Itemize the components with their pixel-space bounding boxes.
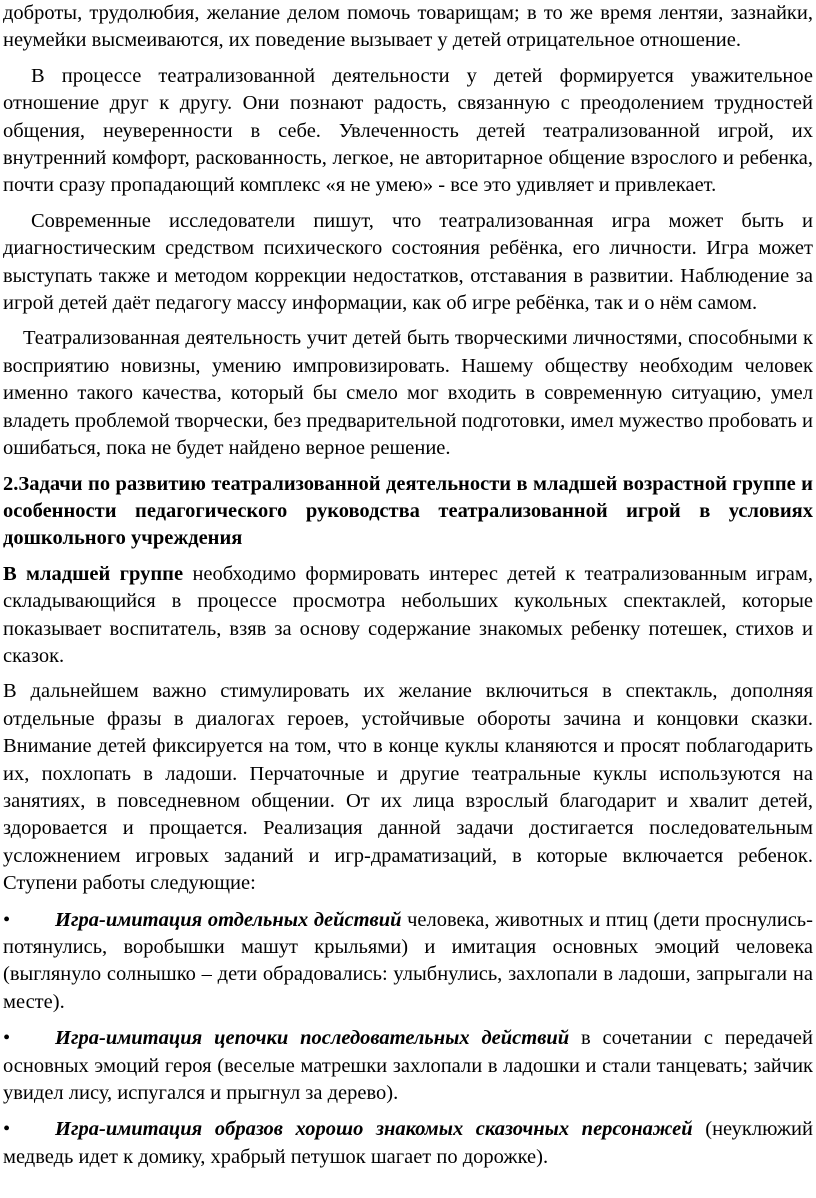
- bullet-lead: Игра-имитация образов хорошо знакомых сказочных персонажей: [55, 1118, 693, 1141]
- paragraph-continuation: доброты, трудолюбия, желание делом помочь товарищам; в то же время лентяи, зазнайки, неумейки высмеиваются, их поведение вызывает у детей отрицательное отношение.: [3, 2, 813, 52]
- bullet-item: [3, 1025, 813, 1107]
- bullet-item: [3, 1116, 813, 1171]
- bullet-lead: Игра-имитация отдельных действий: [55, 908, 402, 931]
- paragraph-respect: В процессе театрализованной деятельности у детей формируется уважительное отношение друг к другу. Они познают радость, связанную с преодолением трудностей общения, неуверенности в себе. Увлеченность детей театрализованной игрой, их внутренний комфорт, раскованность, легкое, не авторитарное общение взрослого и ребенка, почти сразу пропадающий комплекс «я не умею» - все это удивляет и привлекает.: [3, 64, 813, 197]
- bullet-marker: •: [3, 1118, 11, 1141]
- bullet-text: в сочетании с передачей основных эмоций героя (веселые матрешки захлопали в ладошки и стали танцевать; зайчик увидел лису, испугался и прыгнул за дерево).: [3, 1027, 813, 1105]
- paragraph-junior-group: [3, 561, 813, 671]
- paragraph-further: В дальнейшем важно стимулировать их желание включиться в спектакль, дополняя отдельные фразы в диалогах героев, устойчивые обороты зачина и концовки сказки. Внимание детей фиксируется на том, что в конце куклы кланяются и просят поблагодарить их, похлопать в ладоши. Перчаточные и другие театральные куклы используются на занятиях, в повседневном общении. От их лица взрослый благодарит и хвалит детей, здоровается и прощается. Реализация данной задачи достигается последовательным усложнением игровых заданий и игр-драматизаций, в которые включается ребенок. Ступени работы следующие:: [3, 680, 813, 895]
- bullet-marker: •: [3, 908, 11, 931]
- bullet-item: [3, 907, 813, 1017]
- bullet-text: (неуклюжий медведь идет к домику, храбрый петушок шагает по дорожке).: [3, 1118, 813, 1168]
- section-heading: 2.Задачи по развитию театрализованной деятельности в младшей возрастной группе и особенности педагогического руководства театрализованной игрой в условиях дошкольного учреждения: [3, 472, 813, 550]
- junior-group-text: необходимо формировать интерес детей к театрализованным играм, складывающийся в процессе просмотра небольших кукольных спектаклей, которые показывает воспитатель, взяв за основу содержание знакомых ребенку потешек, стихов и сказок.: [3, 562, 813, 667]
- paragraph-diagnostics: Современные исследователи пишут, что театрализованная игра может быть и диагностическим средством психического состояния ребёнка, его личности. Игра может выступать также и методом коррекции недостатков, отставания в развитии. Наблюдение за игрой детей даёт педагогу массу информации, как об игре ребёнка, так и о нём самом.: [3, 209, 813, 315]
- paragraph-creativity: Театрализованная деятельность учит детей быть творческими личностями, способными к восприятию новизны, умению импровизировать. Нашему обществу необходим человек именно такого качества, который бы смело мог входить в современную ситуацию, умел владеть проблемой творчески, без предварительной подготовки, имел мужество пробовать и ошибаться, пока не будет найдено верное решение.: [3, 327, 813, 460]
- junior-group-lead: В младшей группе: [3, 562, 184, 585]
- bullet-lead: Игра-имитация цепочки последовательных действий: [55, 1027, 570, 1050]
- bullet-text: человека, животных и птиц (дети проснулись-потянулись, воробышки машут крыльями) и имитация основных эмоций человека (выглянуло солнышко – дети обрадовались: улыбнулись, захлопали в ладоши, запрыгали на месте).: [3, 908, 813, 1013]
- bullet-marker: •: [3, 1027, 11, 1050]
